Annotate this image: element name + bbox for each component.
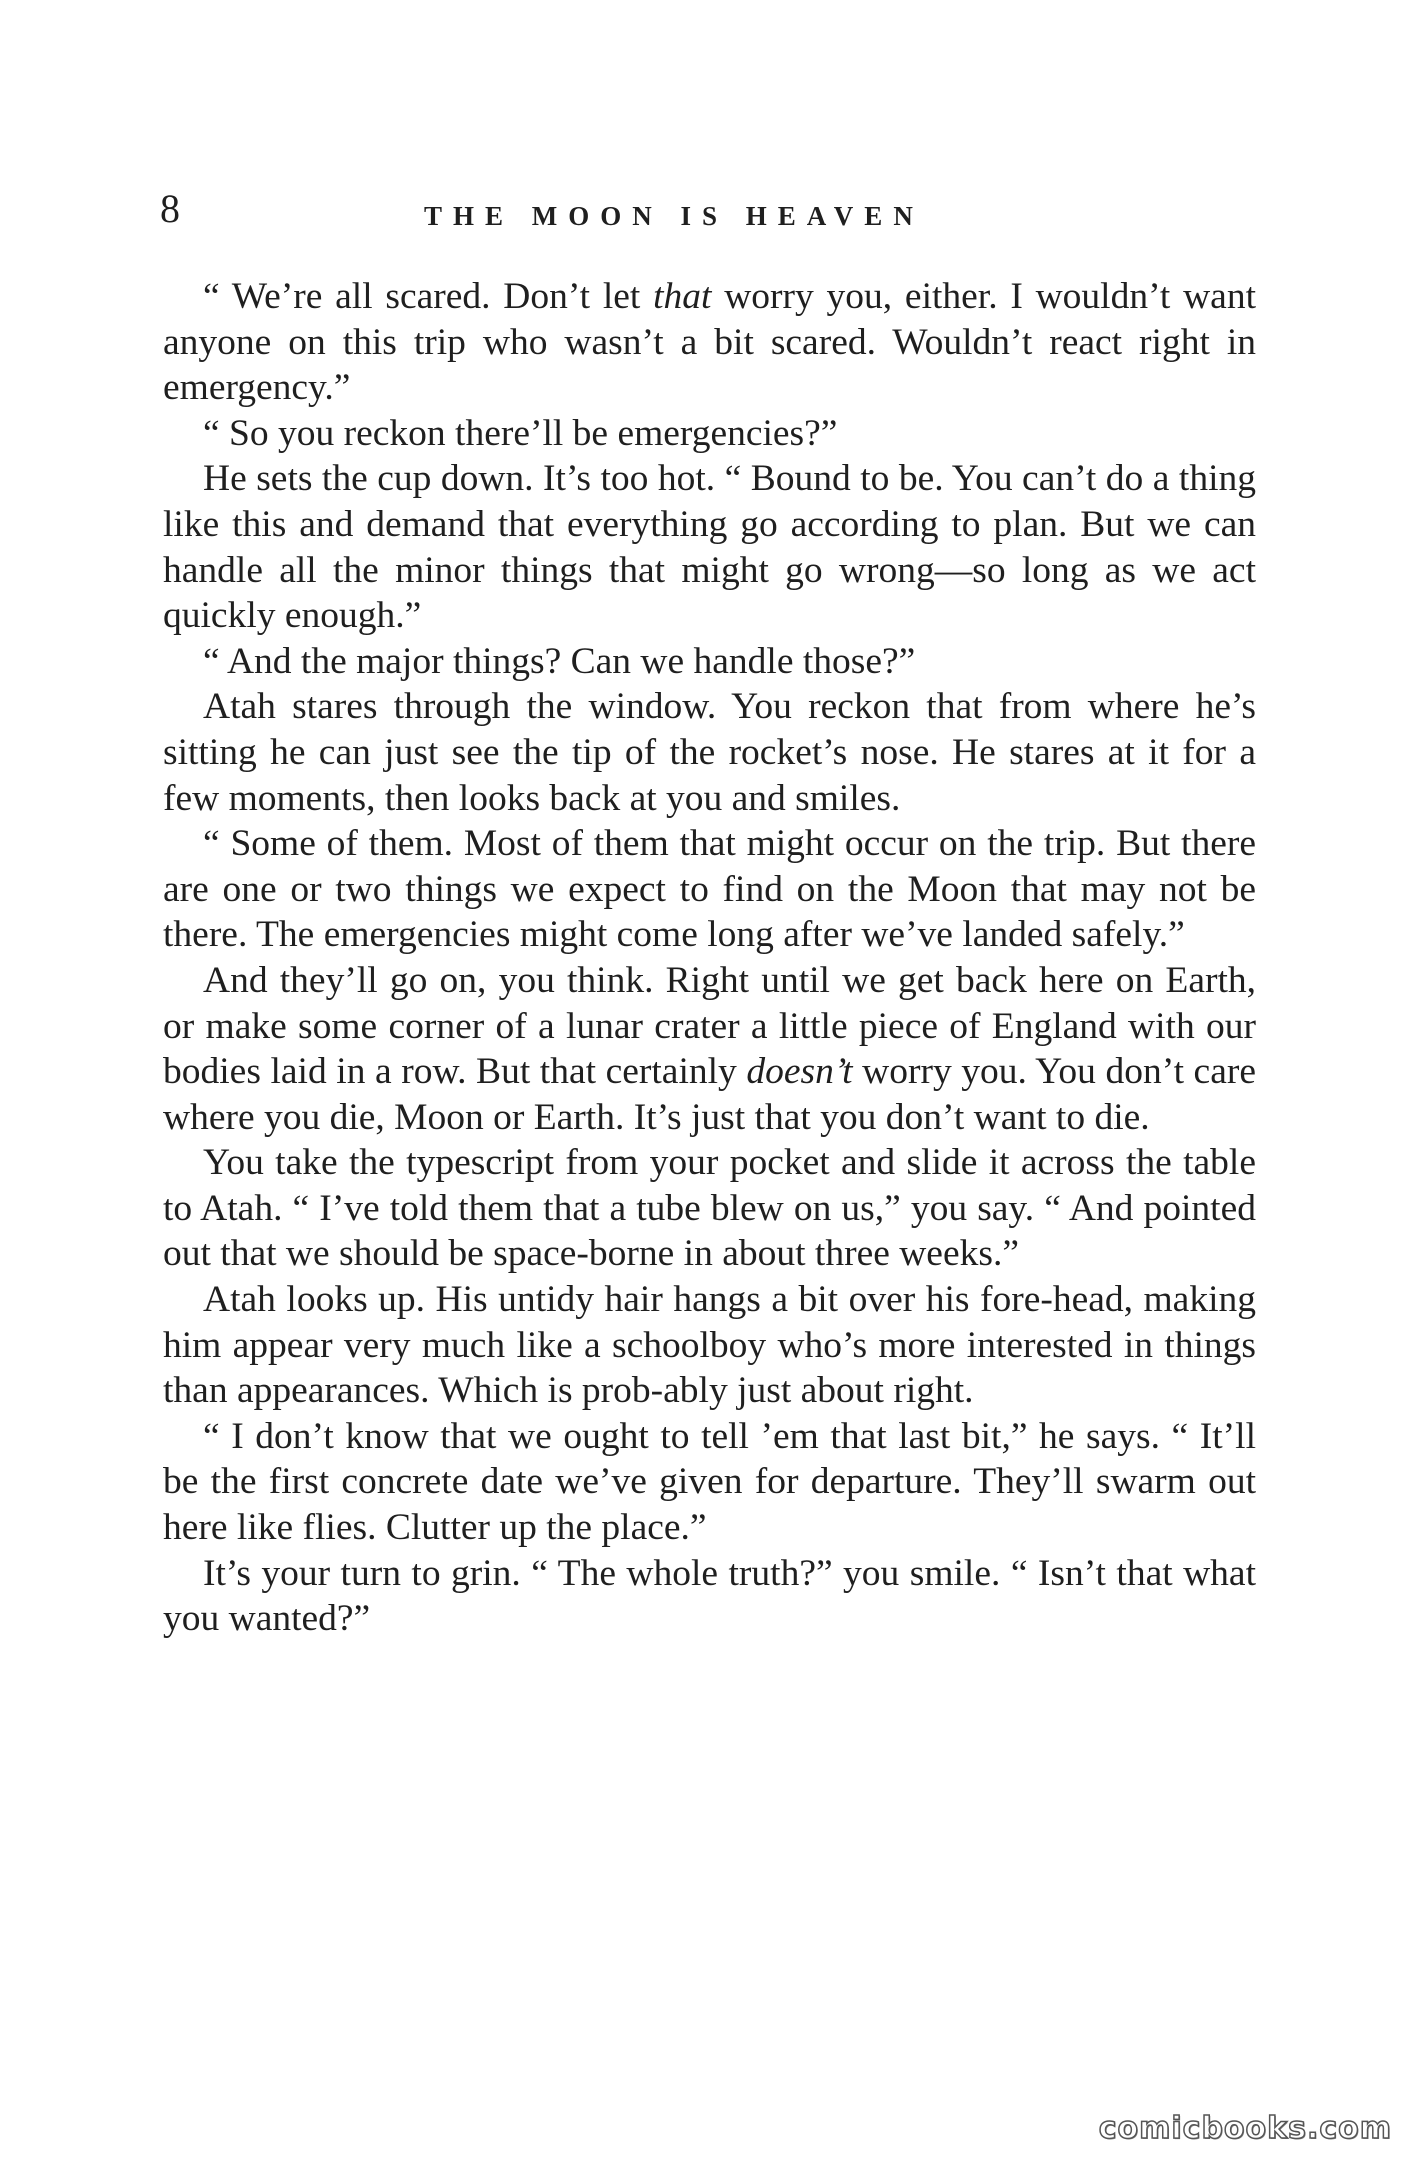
paragraph	[163, 1551, 1256, 1642]
italic-text: doesn’t	[746, 1051, 853, 1093]
paragraph	[163, 456, 1256, 638]
paragraph	[163, 684, 1256, 821]
watermark: comicbooks.com	[1098, 2111, 1392, 2146]
text-run: worry you. You don’t care where you die, Moon or Earth. It’s just that you don’t want to die.	[163, 1051, 1256, 1138]
paragraph	[163, 639, 1256, 685]
paragraph	[163, 1140, 1256, 1277]
text-run: Atah looks up. His untidy hair hangs a bit over his fore-head, making him appear very much like a schoolboy who’s more interested in things than appearances. Which is prob-ably just about right.	[163, 1279, 1256, 1412]
page-header	[160, 184, 1260, 244]
text-run: “ And the major things? Can we handle those?”	[203, 640, 916, 682]
text-run: And they’ll go on, you think. Right until we get back here on Earth, or make some corner of a lunar crater a little piece of England with our bodies laid in a row. But that certainly	[163, 959, 1256, 1093]
running-head: THE MOON IS HEAVEN	[424, 201, 924, 231]
italic-text: that	[653, 276, 712, 317]
text-run: Atah stares through the window. You reckon that from where he’s sitting he can just see the tip of the rocket’s nose. He stares at it for a few moments, then looks back at you and smiles.	[163, 686, 1256, 819]
text-run: “ Some of them. Most of them that might occur on the trip. But there are one or two things we expect to find on the Moon that may not be there. The emergencies might come long after we’ve landed safely.”	[163, 823, 1256, 956]
text-run: “ So you reckon there’ll be emergencies?”	[203, 412, 838, 454]
text-run: worry you, either. I wouldn’t want anyone on this trip who wasn’t a bit scared. Wouldn’t react right in emergency.”	[163, 276, 1256, 409]
body-text	[163, 274, 1256, 1642]
text-run: You take the typescript from your pocket and slide it across the table to Atah. “ I’ve told them that a tube blew on us,” you say. “ And pointed out that we should be space-borne in about three weeks.”	[163, 1142, 1256, 1275]
page-number: 8	[160, 186, 180, 231]
text-run: He sets the cup down. It’s too hot. “ Bound to be. You can’t do a thing like this and demand that everything go according to plan. But we can handle all the minor things that might go wrong—so long as we act quickly enough.”	[163, 458, 1256, 637]
paragraph	[163, 958, 1256, 1140]
paragraph	[163, 274, 1256, 411]
text-run: “ We’re all scared. Don’t let	[203, 276, 654, 317]
paragraph	[163, 1277, 1256, 1414]
paragraph	[163, 821, 1256, 958]
paragraph	[163, 411, 1256, 457]
paragraph	[163, 1414, 1256, 1551]
text-run: “ I don’t know that we ought to tell ’em that last bit,” he says. “ It’ll be the first concrete date we’ve given for departure. They’ll swarm out here like flies. Clutter up the place.”	[163, 1415, 1256, 1549]
text-run: It’s your turn to grin. “ The whole truth?” you smile. “ Isn’t that what you wanted?”	[163, 1552, 1256, 1640]
